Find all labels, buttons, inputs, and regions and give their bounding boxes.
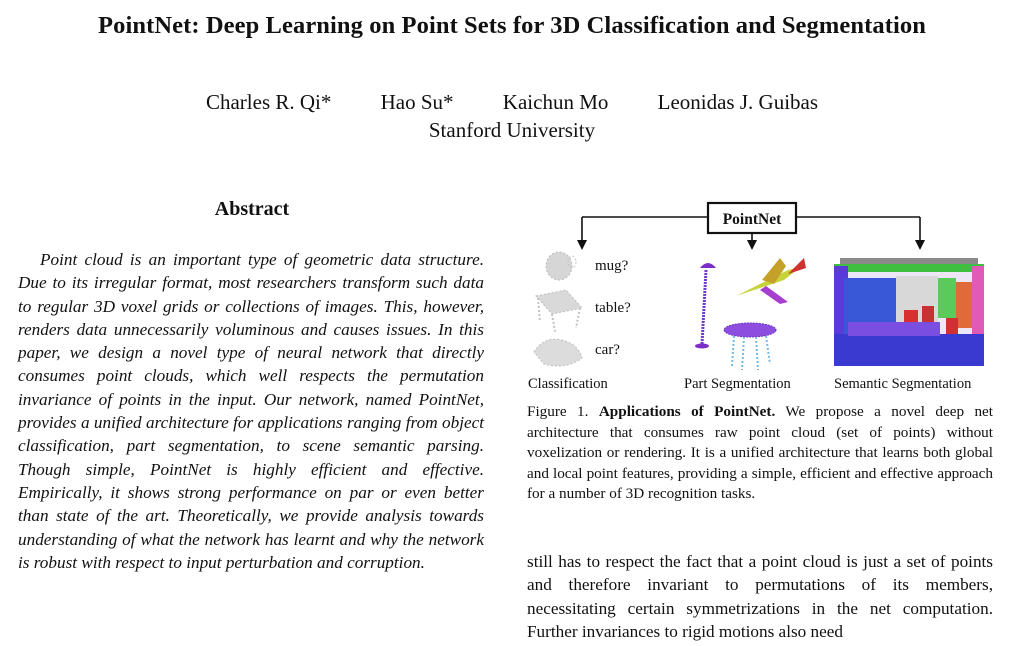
figure-caption	[527, 402, 993, 505]
indoor-scene-point-cloud-icon	[834, 258, 984, 366]
caption-bold-title: Applications of PointNet.	[598, 403, 776, 420]
panel-label-semantic-segmentation: Semantic Segmentation	[834, 376, 972, 392]
body-paragraph: still has to respect the fact that a point cloud is just a set of points and therefore invariant to permutations of its members, necessitating certain symmetrizations in the net computation. Further invariances to rigid motions also need	[527, 552, 993, 641]
caption-prefix: Figure 1.	[527, 403, 589, 420]
table-part-point-cloud-icon	[724, 323, 776, 370]
car-point-cloud-icon	[534, 339, 582, 366]
mug-point-cloud-icon	[546, 252, 576, 280]
abstract-heading: Abstract	[214, 198, 290, 220]
classification-label-table: table?	[595, 300, 631, 316]
arrow-heads	[577, 240, 925, 250]
author-name: Hao Su*	[380, 90, 454, 114]
author-name: Kaichun Mo	[502, 90, 609, 114]
figure-diagram	[522, 194, 994, 400]
figure-1	[522, 194, 994, 400]
lamp-point-cloud-icon	[695, 263, 716, 349]
author-name: Leonidas J. Guibas	[657, 90, 819, 114]
affiliation: Stanford University	[428, 118, 596, 142]
table-point-cloud-icon	[536, 290, 582, 332]
abstract-text: Point cloud is an important type of geometric data structure. Due to its irregular format, most researchers transform such data to regular 3D voxel grids or collections of images. This, however, renders data unnecessarily voluminous and causes issues. In this paper, we design a novel type of neural network that directly consumes point clouds, which well respects the permutation invariance of points in the input. Our network, named PointNet, provides a unified architecture for applications ranging from object classification, part segmentation, to scene semantic parsing. Though simple, PointNet is highly efficient and effective. Empirically, it shows strong performance on par or even better than state of the art. Theoretically, we provide analysis towards understanding of what the network has learnt and why the network is robust with respect to input perturbation and corruption.	[18, 250, 484, 572]
paper-title: PointNet: Deep Learning on Point Sets for 3D Classification and Segmentation	[98, 12, 926, 39]
classification-label-car: car?	[595, 342, 620, 358]
panel-label-classification: Classification	[528, 376, 608, 392]
author-name: Charles R. Qi*	[205, 90, 332, 114]
caption-text: We propose a novel deep net architecture that consumes raw point cloud (set of points) without voxelization or rendering. It is a unified architecture that learns both global and local point features, providing a simple, efficient and effective approach for a number of 3D recognition tasks.	[527, 403, 994, 503]
pointnet-box-label: PointNet	[722, 211, 782, 228]
panel-label-part-segmentation: Part Segmentation	[684, 376, 791, 392]
author-list	[0, 90, 1024, 115]
classification-label-mug: mug?	[595, 258, 629, 274]
airplane-point-cloud-icon	[736, 258, 806, 304]
